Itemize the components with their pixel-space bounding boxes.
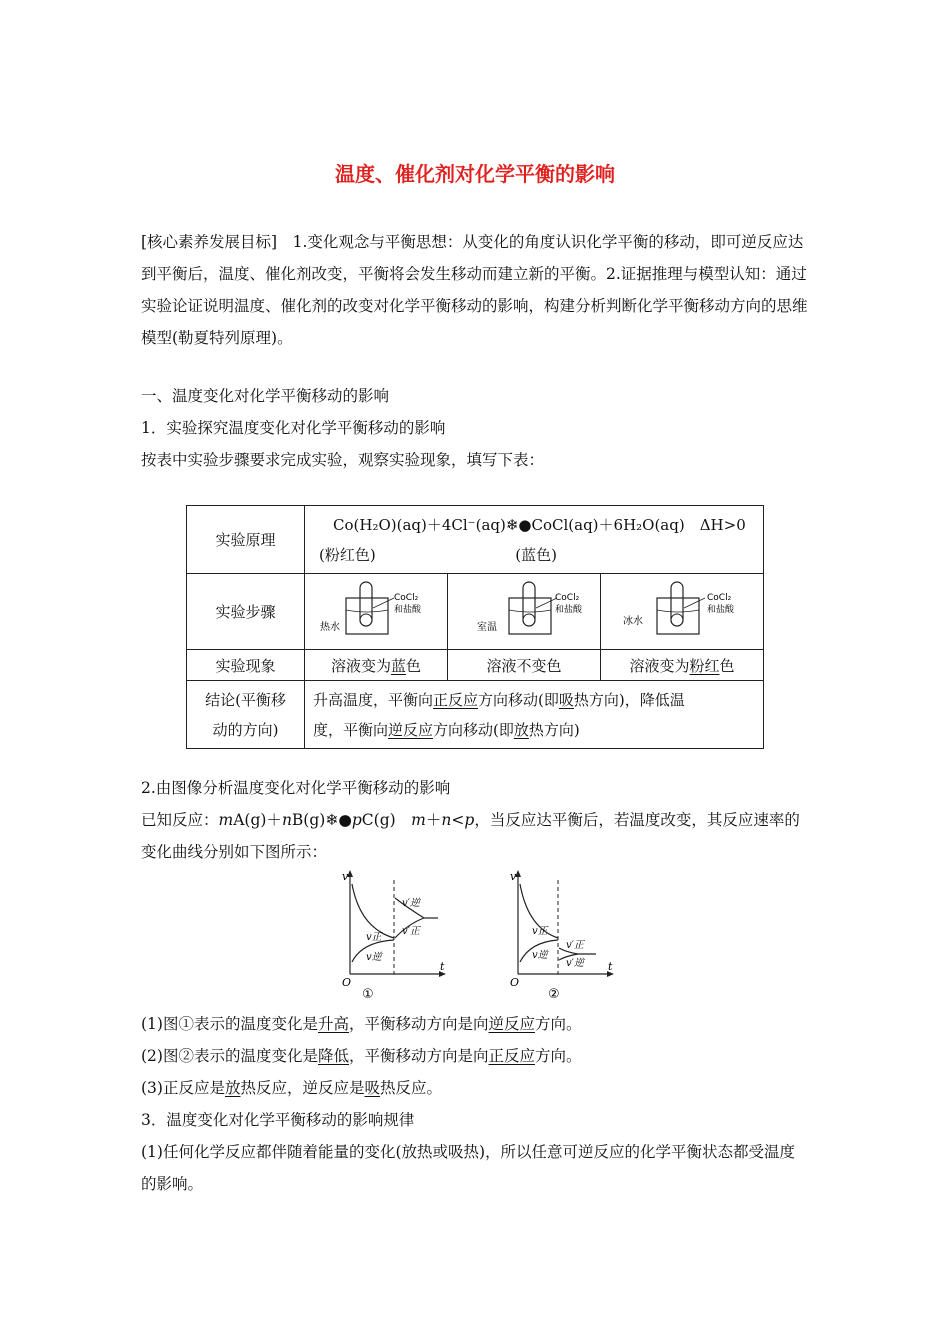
answer-blank: 放 (513, 720, 529, 739)
bath-label: 冰水 (623, 615, 643, 627)
axis-v-label: v (342, 870, 349, 883)
color-labels (319, 540, 757, 570)
table-row (187, 574, 764, 650)
origin-label: O (342, 976, 352, 989)
color-blue-label: (蓝色) (515, 545, 557, 564)
v-forward-label: v正 (532, 926, 548, 937)
v-reverse-label: v逆 (366, 952, 382, 963)
axis-t-label: t (608, 960, 613, 973)
observation-ice (601, 650, 764, 681)
subheading-1: 1．实验探究温度变化对化学平衡移动的影响 (141, 419, 446, 437)
answer-blank: 吸 (558, 690, 574, 709)
v-forward-label: v正 (366, 932, 382, 943)
table-row (187, 681, 764, 749)
observation-hot (305, 650, 448, 681)
v2-forward-label: v′正 (402, 926, 420, 937)
answer-blank: 降低 (317, 1047, 349, 1065)
obs-text: 色 (719, 656, 735, 675)
v2-reverse-label: v′逆 (566, 958, 584, 969)
answer-blank: 正反应 (488, 1047, 536, 1065)
bath-label: 热水 (320, 621, 340, 633)
conclusion-line-1: 升高温度，平衡向正反应方向移动(即吸热方向)，降低温 (313, 690, 685, 709)
row-label-observation: 实验现象 (187, 650, 305, 681)
obs-text: 溶液变为 (330, 656, 391, 675)
beaker-ice (601, 574, 764, 650)
beaker-room (448, 574, 601, 650)
beaker-ice-diagram (617, 578, 747, 642)
beaker-hot-diagram (316, 578, 436, 642)
rate-graph-1 (338, 868, 450, 1004)
beaker-room-diagram (459, 578, 589, 642)
reagent-label: CoCl₂ (555, 592, 580, 603)
page-title: 温度、催化剂对化学平衡的影响 (335, 162, 615, 186)
subheading-2-description: 变化曲线分别如下图所示： (141, 843, 328, 861)
reagent-label: CoCl₂ (707, 592, 732, 603)
answer-blank: 逆反应 (488, 1015, 536, 1033)
obs-text: 溶液变为 (629, 656, 690, 675)
reaction-equation: Co(H₂O)(aq)＋4Cl⁻(aq)❄●CoCl(aq)＋6H₂O(aq) ΔH>0 (333, 515, 746, 534)
reagent-label: 和盐酸 (394, 604, 422, 615)
color-pink-label: (粉红色) (319, 545, 376, 564)
reagent-label: CoCl₂ (394, 592, 419, 603)
label-line: 结论(平衡移 (205, 690, 286, 709)
rate-graph-2 (506, 868, 618, 1004)
answer-blank: 逆反应 (388, 720, 434, 739)
reaction-statement: 已知反应：mA(g)＋nB(g)❄●pC(g) m＋n<p，当反应达平衡后，若温度改变，其反应速率的 (141, 811, 800, 829)
question-1: (1)图①表示的温度变化是升高，平衡移动方向是向逆反应方向。 (141, 1015, 582, 1033)
obs-answer: 蓝 (390, 656, 406, 675)
intro-paragraph: [核心素养发展目标] 1.变化观念与平衡思想：从变化的角度认识化学平衡的移动，即可逆反应达到平衡后，温度、催化剂改变，平衡将会发生移动而建立新的平衡。2.证据推理与模型认知：通过实验论证说明温度、催化剂的改变对化学平衡移动的影响，构建分析判断化学平衡移动方向的思维模型(勒夏特列原理)。 (141, 233, 808, 347)
axis-v-label: v (510, 870, 517, 883)
subheading-3: 3．温度变化对化学平衡移动的影响规律 (141, 1111, 415, 1129)
principle-cell (305, 506, 764, 574)
subheading-2: 2.由图像分析温度变化对化学平衡移动的影响 (141, 779, 451, 797)
conclusion-cell (305, 681, 764, 749)
experiment-table (186, 505, 764, 749)
table-row (187, 650, 764, 681)
observation-room: 溶液不变色 (448, 650, 601, 681)
row-label-principle: 实验原理 (187, 506, 305, 574)
question-3: (3)正反应是放热反应，逆反应是吸热反应。 (141, 1079, 443, 1097)
question-2: (2)图②表示的温度变化是降低，平衡移动方向是向正反应方向。 (141, 1047, 582, 1065)
section-heading-1: 一、温度变化对化学平衡移动的影响 (141, 387, 390, 405)
answer-blank: 升高 (317, 1015, 349, 1033)
label-line: 动的方向) (212, 720, 279, 739)
answer-blank: 正反应 (433, 690, 479, 709)
v2-reverse-label: v′逆 (402, 898, 420, 909)
table-row (187, 506, 764, 574)
beaker-hot (305, 574, 448, 650)
graph-2-label: ② (548, 987, 560, 1002)
origin-label: O (510, 976, 520, 989)
obs-answer: 粉红 (689, 656, 720, 675)
row-label-steps: 实验步骤 (187, 574, 305, 650)
graph-1-label: ① (362, 987, 374, 1002)
axis-t-label: t (440, 960, 445, 973)
reagent-label: 和盐酸 (555, 604, 583, 615)
rule-1: (1)任何化学反应都伴随着能量的变化(放热或吸热)，所以任意可逆反应的化学平衡状态都受温度的影响。 (141, 1143, 796, 1193)
answer-blank: 放 (224, 1079, 241, 1097)
reagent-label: 和盐酸 (707, 604, 735, 615)
bath-label: 室温 (477, 621, 497, 633)
v2-forward-label: v′正 (566, 940, 584, 951)
obs-text: 色 (406, 656, 422, 675)
row-label-conclusion (187, 681, 305, 749)
v-reverse-label: v逆 (532, 950, 548, 961)
subheading-1-description: 按表中实验步骤要求完成实验，观察实验现象，填写下表： (141, 451, 545, 469)
answer-blank: 吸 (364, 1079, 381, 1097)
conclusion-line-2: 度，平衡向逆反应方向移动(即放热方向) (313, 720, 580, 739)
